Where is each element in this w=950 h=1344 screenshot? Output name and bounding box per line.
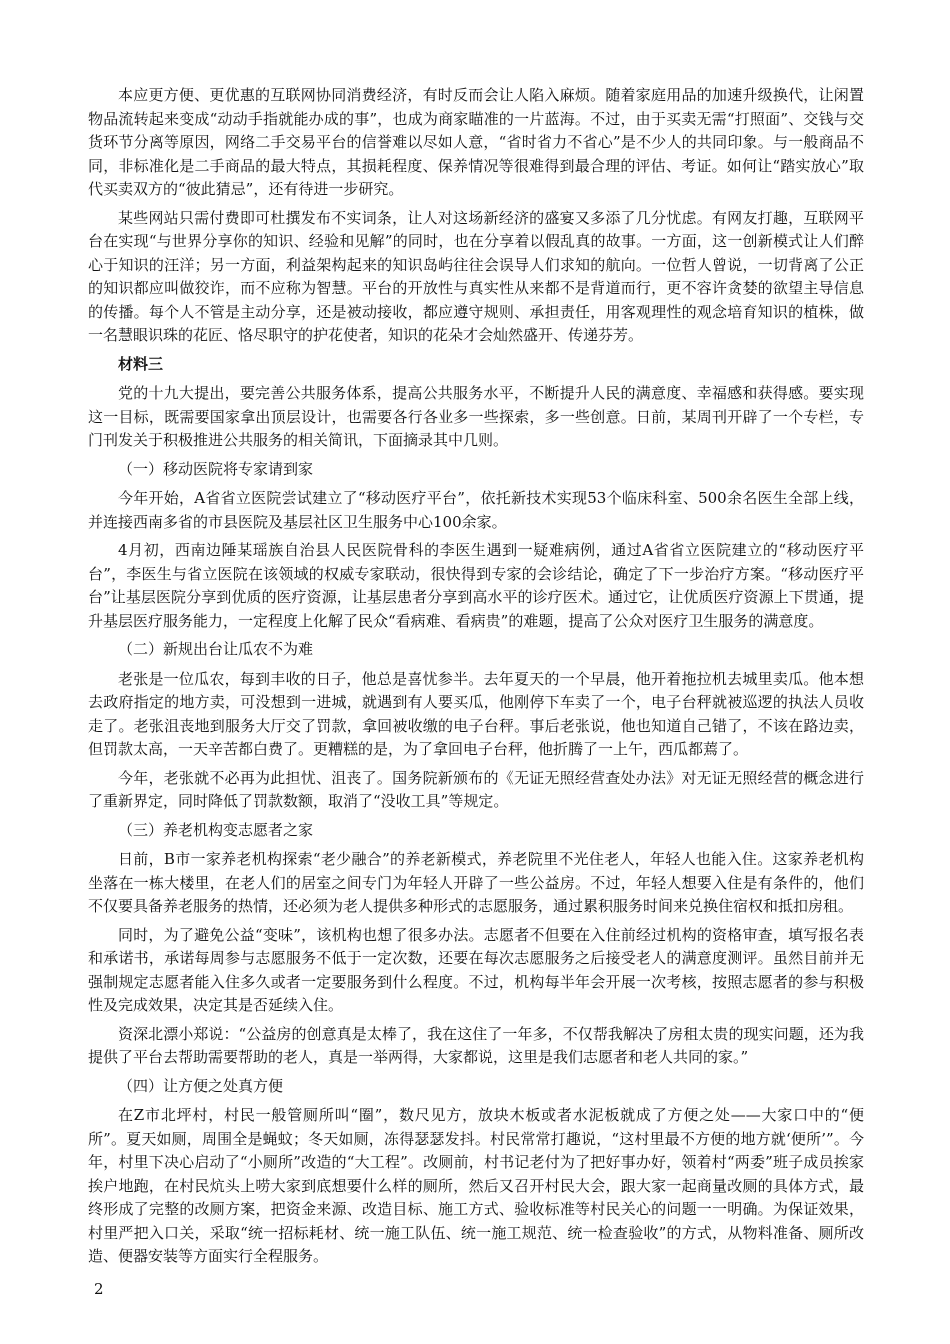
paragraph: 同时，为了避免公益“变味”，该机构也想了很多办法。志愿者不但要在入住前经过机构的资格审查，填写报名表和承诺书，承诺每周参与志愿服务不低于一定次数，还要在每次志愿服务之后接受老人的满意度测评。虽然目前并无强制规定志愿者能入住多久或者一定要服务到什么程度。不过，机构每半年会开展一次考核，按照志愿者的参与积极性及完成效果，决定其是否延续入住。 [88, 925, 864, 1014]
paragraph: 老张是一位瓜农，每到丰收的日子，他总是喜忧参半。去年夏天的一个早晨，他开着拖拉机去城里卖瓜。他本想去政府指定的地方卖，可没想到一进城，就遇到有人要买瓜，他刚停下车卖了一个，电子台秤就被巡逻的执法人员收走了。老张沮丧地到服务大厅交了罚款，拿回被收缴的电子台秤。事后老张说，他也知道自己错了，不该在路边卖，但罚款太高，一天辛苦都白费了。更糟糕的是，为了拿回电子台秤，他折腾了一上午，西瓜都蔫了。 [88, 669, 864, 758]
paragraph: 4月初，西南边陲某瑶族自治县人民医院骨科的李医生遇到一疑难病例，通过A省省立医院建立的“移动医疗平台”，李医生与省立医院在该领域的权威专家联动，很快得到专家的会诊结论，确定了下一步治疗方案。“移动医疗平台”让基层医院分享到优质的医疗资源，让基层患者分享到高水平的诊疗医术。通过它，让优质医疗资源上下贯通，提升基层医疗服务能力，一定程度上化解了民众“看病难、看病贵”的难题，提高了公众对医疗卫生服务的满意度。 [88, 541, 864, 630]
paragraph: 本应更方便、更优惠的互联网协同消费经济，有时反而会让人陷入麻烦。随着家庭用品的加速升级换代，让闲置物品流转起来变成“动动手指就能办成的事”，也成为商家瞄准的一片蓝海。不过，由于买卖无需“打照面”、交钱与交货环节分离等原因，网络二手交易平台的信誉难以尽如人意，“省时省力不省心”是不少人的共同印象。与一般商品不同，非标准化是二手商品的最大特点，其损耗程度、保养情况等很难得到最合理的评估、考证。如何让“踏实放心”取代买卖双方的“彼此猜忌”，还有待进一步研究。 [88, 86, 864, 198]
subsection-heading: （一）移动医院将专家请到家 [118, 459, 314, 478]
paragraph: 日前，B市一家养老机构探索“老少融合”的养老新模式，养老院里不光住老人，年轻人也能入住。这家养老机构坐落在一栋大楼里，在老人们的居室之间专门为年轻人开辟了一些公益房。不过，年轻人想要入住是有条件的，他们不仅要具备养老服务的热情，还必须为老人提供多种形式的志愿服务，通过累积服务时间来兑换住宿权和抵扣房租。 [88, 850, 864, 915]
paragraph: 今年，老张就不必再为此担忧、沮丧了。国务院新颁布的《无证无照经营查处办法》对无证无照经营的概念进行了重新界定，同时降低了罚款数额，取消了“没收工具”等规定。 [88, 768, 864, 810]
paragraph: 资深北漂小郑说：“公益房的创意真是太棒了，我在这住了一年多，不仅帮我解决了房租太贵的现实问题，还为我提供了平台去帮助需要帮助的老人，真是一举两得，大家都说，这里是我们志愿者和老人共同的家。” [88, 1024, 864, 1066]
document-body [88, 84, 864, 1274]
paragraph: 今年开始，A省省立医院尝试建立了“移动医疗平台”，依托新技术实现53个临床科室、500余名医生全部上线，并连接西南多省的市县医院及基层社区卫生服务中心100余家。 [88, 489, 864, 531]
subsection-heading: （二）新规出台让瓜农不为难 [118, 640, 314, 658]
paragraph: 在Z市北坪村，村民一般管厕所叫“圈”，数尺见方，放块木板或者水泥板就成了方便之处——大家口中的“便所”。夏天如厕，周围全是蝇蚊；冬天如厕，冻得瑟瑟发抖。村民常常打趣说，“这村里最不方便的地方就‘便所’”。今年，村里下决心启动了“小厕所”改造的“大工程”。改厕前，村书记老付为了把好事办好，领着村“两委”班子成员挨家挨户地跑，在村民炕头上唠大家到底想要什么样的厕所，然后又召开村民大会，跟大家一起商量改厕的具体方式，最终形成了完整的改厕方案，把资金来源、改造目标、施工方式、验收标准等村民关心的问题一一明确。为保证效果，村里严把入口关，采取“统一招标耗材、统一施工队伍、统一施工规范、统一检查验收”的方式，从物料准备、厕所改造、便器安装等方面实行全程服务。 [88, 1106, 864, 1265]
paragraph: 某些网站只需付费即可杜撰发布不实词条，让人对这场新经济的盛宴又多添了几分忧虑。有网友打趣，互联网平台在实现“与世界分享你的知识、经验和见解”的同时，也在分享着以假乱真的故事。一方面，这一创新模式让人们醉心于知识的汪洋；另一方面，利益架构起来的知识岛屿往往会误导人们求知的航向。一位哲人曾说，一切背离了公正的知识都应叫做狡诈，而不应称为智慧。平台的开放性与真实性从来都不是背道而行，更不容许贪婪的欲望主导信息的传播。每个人不管是主动分享，还是被动接收，都应遵守规则、承担责任，用客观理性的观念培育知识的植株，做一名慧眼识珠的花匠、恪尽职守的护花使者，知识的花朵才会灿然盛开、传递芬芳。 [88, 208, 864, 344]
page-number: 2 [94, 1280, 104, 1298]
subsection-heading: （四）让方便之处真方便 [118, 1076, 284, 1095]
paragraph: 党的十九大提出，要完善公共服务体系，提高公共服务水平，不断提升人民的满意度、幸福感和获得感。要实现这一目标，既需要国家拿出顶层设计，也需要各行各业多一些探索，多一些创意。日前，某周刊开辟了一个专栏，专门刊发关于积极推进公共服务的相关简讯，下面摘录其中几则。 [88, 384, 864, 449]
section-heading: 材料三 [118, 354, 164, 373]
subsection-heading: （三）养老机构变志愿者之家 [118, 820, 314, 839]
